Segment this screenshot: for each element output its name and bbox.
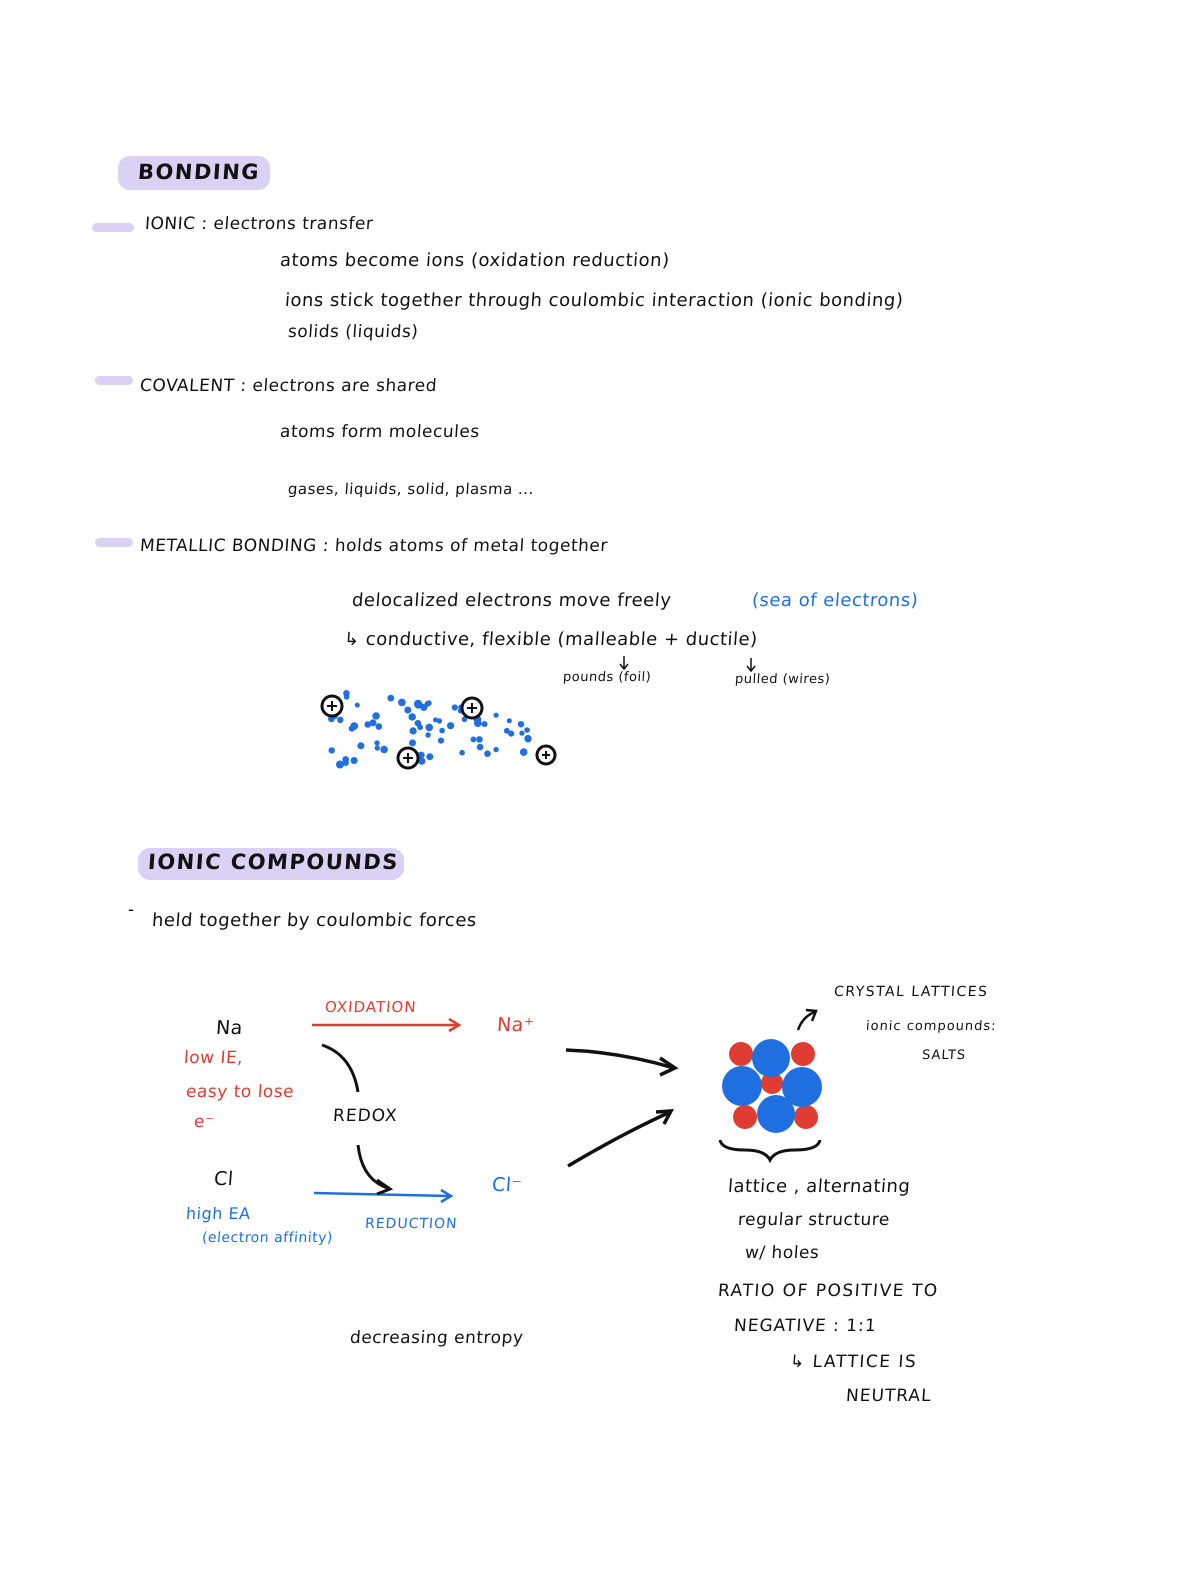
na-note-2: easy to lose	[185, 1082, 295, 1102]
ionic-label: IONIC : electrons transfer	[144, 214, 375, 234]
reduction-label: REDUCTION	[364, 1216, 459, 1232]
cl-minus-label: Cl⁻	[491, 1174, 523, 1196]
cl-ion	[757, 1095, 795, 1133]
na-ion	[733, 1105, 757, 1129]
metallic-line-2: ↳ conductive, flexible (malleable + ductile)	[343, 629, 759, 650]
ionic-compounds-bullet: held together by coulombic forces	[151, 910, 478, 931]
ratio-line-4: NEUTRAL	[845, 1386, 933, 1406]
ratio-line-2: NEGATIVE : 1:1	[733, 1316, 878, 1336]
salts-label: SALTS	[921, 1048, 967, 1063]
cl-note-1: high EA	[185, 1204, 252, 1223]
redox-curved-arrows	[322, 1045, 390, 1194]
ionic-line-2: ions stick together through coulombic interaction (ionic bonding)	[284, 290, 905, 311]
ionic-compounds-bullet-dash: -	[127, 900, 136, 920]
crystal-lattices-label: CRYSTAL LATTICES	[833, 984, 990, 1000]
oxidation-label: OXIDATION	[324, 998, 418, 1016]
crystal-arrow	[798, 1010, 816, 1030]
ductile-note: pulled (wires)	[734, 672, 831, 687]
lattice-desc-3: w/ holes	[744, 1243, 820, 1263]
lattice-desc-2: regular structure	[737, 1210, 891, 1230]
na-ion	[794, 1105, 818, 1129]
na-plus-label: Na⁺	[496, 1014, 536, 1036]
ionic-line-3: solids (liquids)	[287, 322, 420, 342]
metallic-label: METALLIC BONDING : holds atoms of metal together	[139, 536, 609, 556]
covalent-line-2: gases, liquids, solid, plasma ...	[287, 480, 535, 498]
ratio-line-3: ↳ LATTICE IS	[789, 1352, 918, 1372]
ionic-compounds-title: IONIC COMPOUNDS	[147, 850, 400, 874]
lattice-desc-1: lattice , alternating	[727, 1176, 912, 1197]
entropy-note: decreasing entropy	[349, 1328, 525, 1348]
lattice-brace	[720, 1140, 820, 1160]
redox-label: REDOX	[332, 1106, 399, 1126]
na-note-3: e⁻	[193, 1112, 216, 1132]
na-ion	[791, 1042, 815, 1066]
covalent-line-1: atoms form molecules	[279, 422, 481, 442]
na-note-1: low IE,	[183, 1048, 244, 1068]
bonding-title: BONDING	[137, 160, 261, 184]
cl-label: Cl	[213, 1168, 235, 1190]
ionic-compounds-note: ionic compounds:	[865, 1019, 998, 1034]
ionic-line-1: atoms become ions (oxidation reduction)	[279, 250, 671, 271]
malleable-note: pounds (foil)	[562, 670, 652, 685]
metallic-line-1: delocalized electrons move freely	[351, 590, 673, 611]
na-label: Na	[215, 1017, 244, 1039]
ratio-line-1: RATIO OF POSITIVE TO	[717, 1281, 940, 1301]
cl-ion	[722, 1066, 762, 1106]
na-ion	[729, 1042, 753, 1066]
cl-note-2: (electron affinity)	[201, 1230, 334, 1246]
arrows-to-lattice	[566, 1050, 675, 1166]
covalent-label: COVALENT : electrons are shared	[139, 376, 438, 396]
cl-ion	[752, 1039, 790, 1077]
metallic-line-1-note: (sea of electrons)	[751, 590, 919, 611]
lattice-spheres	[722, 1039, 822, 1133]
oxidation-arrow	[312, 1019, 459, 1031]
